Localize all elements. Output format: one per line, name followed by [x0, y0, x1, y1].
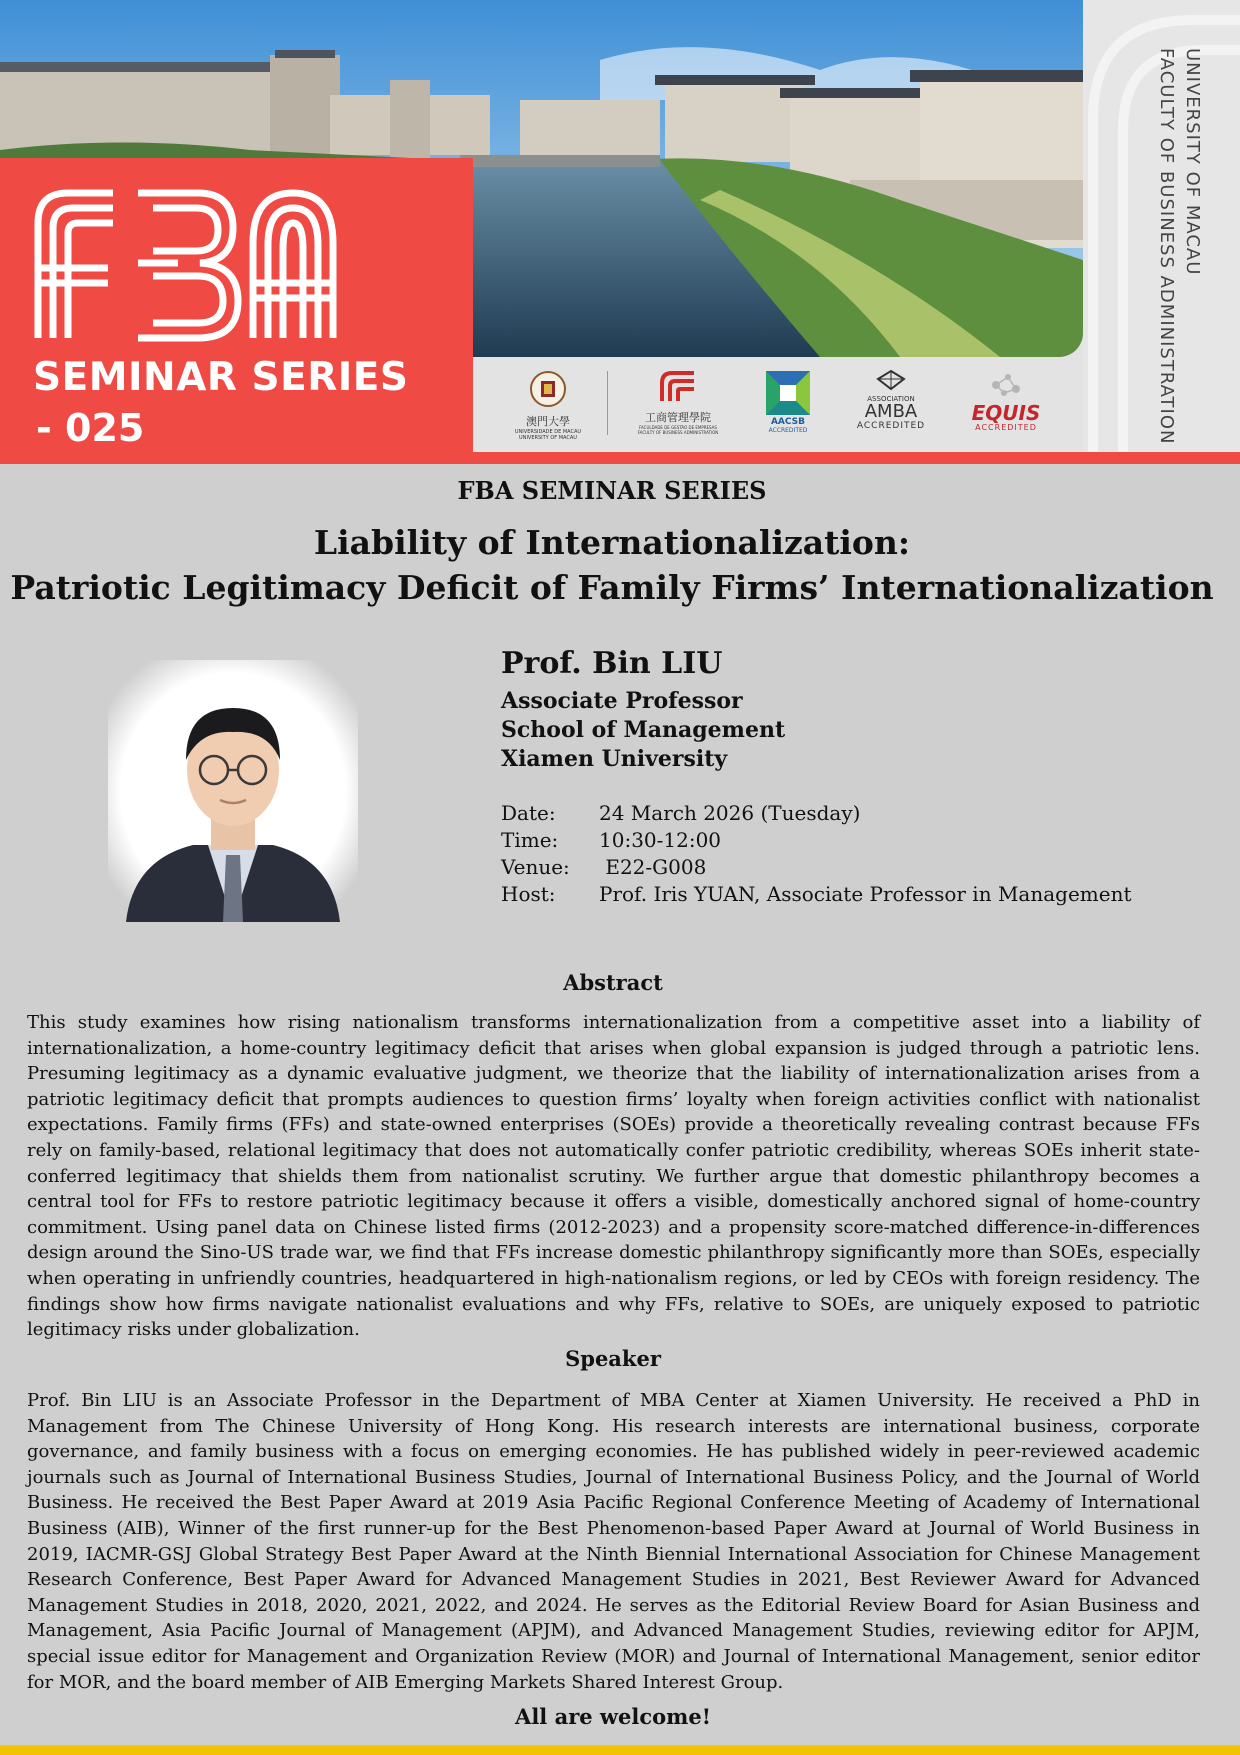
detail-label: Host: — [501, 882, 556, 906]
bottom-accent-bar — [0, 1745, 1240, 1755]
detail-label: Venue: — [501, 855, 570, 879]
detail-host — [501, 881, 1132, 908]
aacsb-logo — [748, 371, 828, 434]
equis-logo — [951, 371, 1061, 432]
speaker-portrait — [108, 660, 358, 922]
speaker-university: Xiamen University — [501, 746, 728, 772]
amba-association-text: ASSOCIATION — [867, 395, 915, 403]
speaker-name: Prof. Bin LIU — [501, 646, 723, 681]
fba-faculty-icon — [658, 369, 698, 405]
detail-value: 24 March 2026 (Tuesday) — [599, 801, 861, 825]
aacsb-text: AACSB — [770, 417, 806, 427]
speaker-position: Associate Professor — [501, 688, 743, 714]
seminar-title-line1: Liability of Internationalization: — [313, 523, 911, 562]
amba-icon — [874, 369, 908, 391]
detail-venue — [501, 854, 1132, 881]
detail-label: Time: — [501, 828, 559, 852]
seminar-title — [0, 520, 1224, 610]
speaker-info — [501, 646, 785, 774]
seminar-series-number: - 025 — [36, 406, 145, 450]
accreditation-logos — [473, 357, 1083, 457]
faculty-name-text: FACULTY OF BUSINESS ADMINISTRATION — [1156, 48, 1177, 445]
seminar-kicker: FBA SEMINAR SERIES — [457, 476, 767, 505]
fba-faculty-logo — [623, 369, 733, 435]
aacsb-accredited-text: ACCREDITED — [768, 427, 808, 434]
fba-faculty-text-zh: 工商管理學院 — [645, 411, 711, 424]
logo-divider — [607, 371, 608, 435]
abstract-text: This study examines how rising nationalism transforms internationalization from a competitive asset into a liability of internationalization, a home-country legitimacy deficit that arises when global expansion is judged through a patriotic lens. Presuming legitimacy as a dynamic evaluative judgment, we theorize that the liability of internationalization arises from a patriotic legitimacy deficit that prompts audiences to question firms’ loyalty when foreign activities conflict with nationalist expectations. Family firms (FFs) and state-owned enterprises (SOEs) provide a theoretically revealing contrast because FFs rely on family-based, relational legitimacy that does not automatically confer patriotic credibility, whereas SOEs inherit state-conferred legitimacy that shields them from nationalist scrutiny. We further argue that domestic philanthropy becomes a central tool for FFs to restore patriotic legitimacy because it offers a visible, domestically anchored signal of home-country commitment. Using panel data on Chinese listed firms (2012-2023) and a propensity score-matched difference-in-differences design around the Sino-US trade war, we find that FFs increase domestic philanthropy significantly more than SOEs, especially when operating in unfriendly countries, headquartered in high-nationalism regions, or led by CEOs with foreign residency. The findings show how firms navigate nationalist evaluations and why FFs, relative to SOEs, are uniquely exposed to patriotic legitimacy risks under globalization. — [27, 1012, 1200, 1341]
amba-accredited-text: ACCREDITED — [856, 421, 926, 431]
amba-text: AMBA — [864, 401, 918, 422]
aacsb-icon — [766, 371, 810, 415]
fba-faculty-text-pt: FACULDADE DE GESTÃO DE EMPRESAS — [639, 425, 717, 430]
detail-date — [501, 800, 1132, 827]
university-vertical-text — [1156, 48, 1203, 445]
fba-logo-icon — [28, 183, 338, 343]
university-name-text: UNIVERSITY OF MACAU — [1182, 48, 1203, 276]
detail-time — [501, 827, 1132, 854]
speaker-bio-heading: Speaker — [565, 1346, 661, 1371]
um-logo-text-pt: UNIVERSIDADE DE MACAU — [514, 429, 582, 435]
speaker-bio-text: Prof. Bin LIU is an Associate Professor in the Department of MBA Center at Xiamen University. He received a PhD in Management from The Chinese University of Hong Kong. His research interests are international business, corporate governance, and family business with a focus on emerging economies. He has published widely in peer-reviewed academic journals such as Journal of International Business Studies, Journal of International Business Policy, and the Journal of World Business. He received the Best Paper Award at 2019 Asia Pacific Regional Conference Meeting of Academy of International Business (AIB), Winner of the first runner-up for the Best Phenomenon-based Paper Award at Journal of World Business in 2019, IACMR-GSJ Global Strategy Best Paper Award at the Ninth Biennial International Association for Chinese Management Research Conference, Best Paper Award for Advanced Management Studies in 2021, Best Reviewer Award for Advanced Management Studies in 2018, 2020, 2021, 2022, and 2024. He serves as the Editorial Review Board for Asian Business and Management, Asia Pacific Journal of Management (APJM), and Advanced Management Studies, reviewing editor for APJM, special issue editor for Management and Organization Review (MOR) and Journal of International Management, senior editor for MOR, and the board member of AIB Emerging Markets Shared Interest Group. — [27, 1390, 1200, 1693]
equis-accredited-text: ACCREDITED — [975, 423, 1037, 432]
fba-faculty-text-en: FACULTY OF BUSINESS ADMINISTRATION — [637, 430, 719, 435]
detail-value: E22-G008 — [599, 855, 707, 879]
header-banner — [0, 0, 1240, 464]
welcome-message: All are welcome! — [515, 1704, 711, 1729]
speaker-department: School of Management — [501, 717, 786, 743]
equis-text: EQUIS — [971, 401, 1041, 425]
detail-value: 10:30-12:00 — [599, 828, 722, 852]
um-logo-text-en: UNIVERSITY OF MACAU — [519, 435, 577, 441]
amba-logo — [841, 369, 941, 431]
accent-bar — [473, 452, 1240, 464]
seminar-title-line2: Patriotic Legitimacy Deficit of Family Firms’ Internationalization — [10, 568, 1214, 607]
detail-label: Date: — [501, 801, 556, 825]
equis-icon — [986, 371, 1026, 399]
um-crest-icon — [528, 369, 568, 409]
um-logo-text-zh: 澳門大學 — [526, 415, 570, 428]
event-details — [501, 800, 1132, 908]
seminar-series-label: SEMINAR SERIES — [33, 355, 409, 400]
detail-value: Prof. Iris YUAN, Associate Professor in Management — [599, 882, 1132, 906]
um-logo — [503, 369, 593, 441]
abstract-heading: Abstract — [563, 970, 663, 995]
